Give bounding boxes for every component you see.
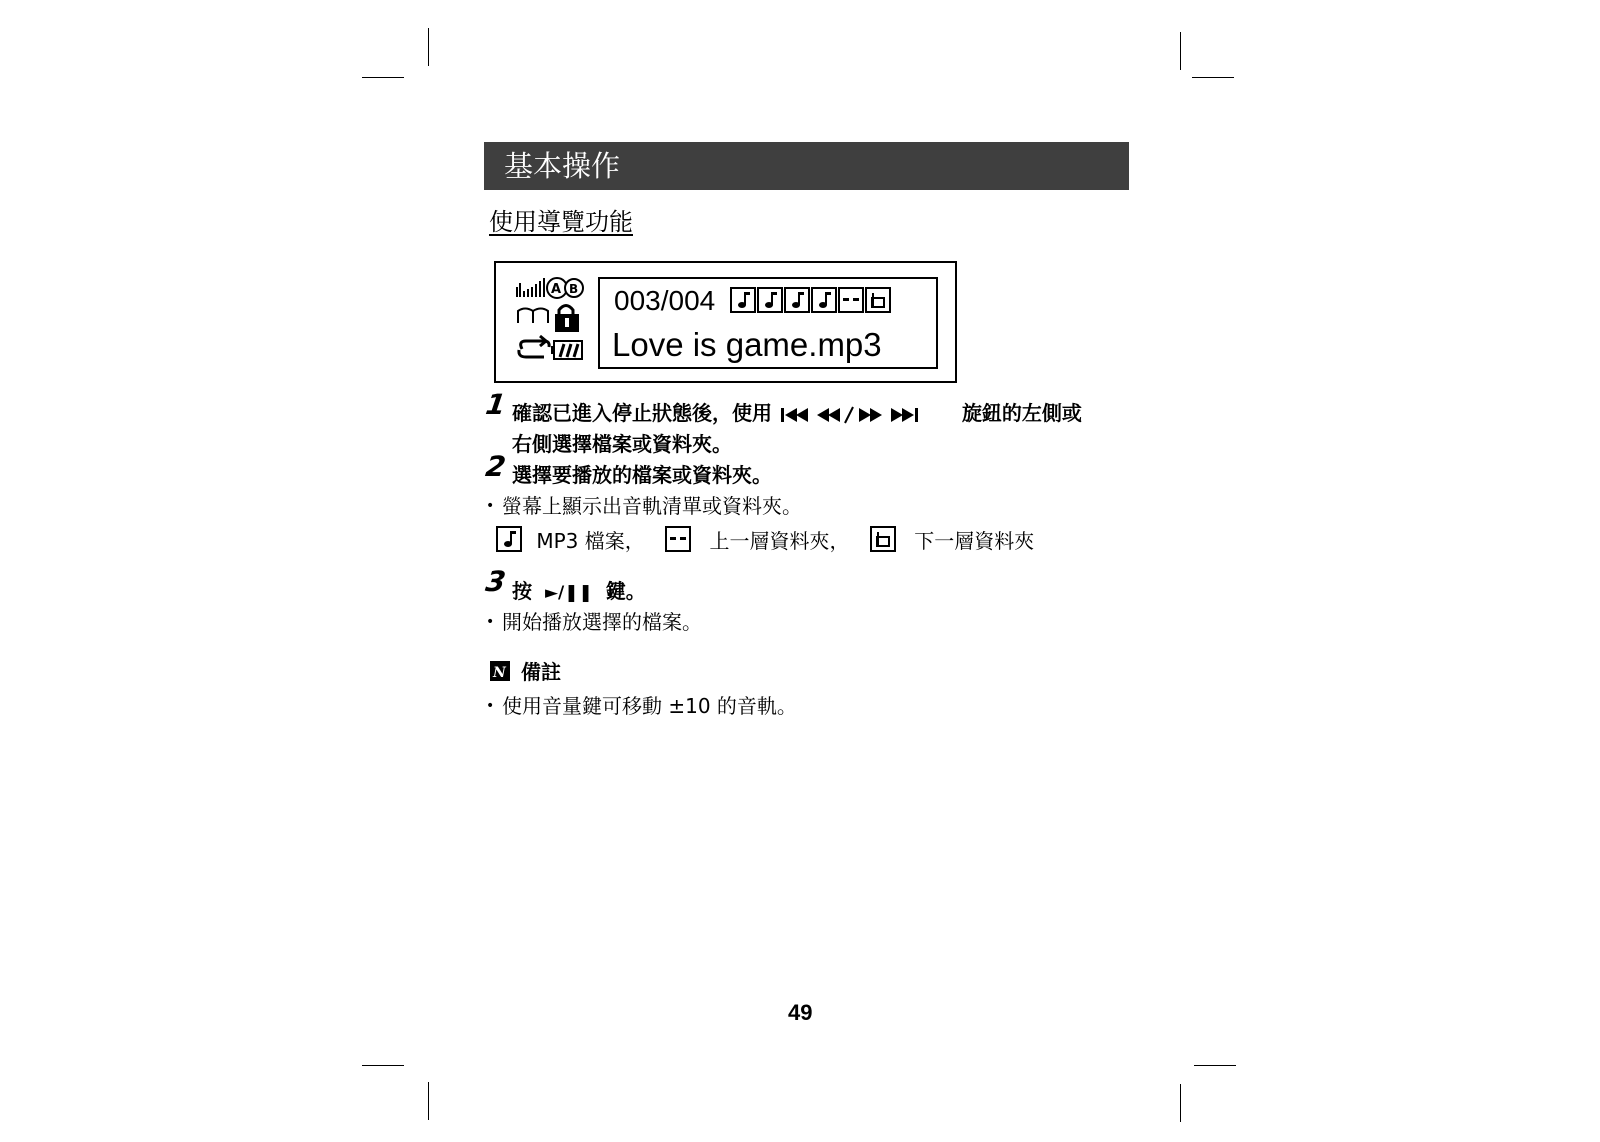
parent-folder-icon: [665, 526, 691, 552]
step-2-text: 選擇要播放的檔案或資料夾。: [512, 463, 772, 487]
step-3-text-a: 按: [512, 579, 532, 603]
page-number: 49: [788, 1000, 813, 1025]
svg-text:N: N: [493, 665, 506, 681]
crop-mark: [1180, 32, 1181, 70]
step-3-number: 3: [483, 565, 508, 598]
step-2-number: 2: [483, 450, 508, 483]
crop-mark: [362, 77, 404, 78]
legend-mp3-text: MP3 檔案，: [536, 529, 645, 553]
note-title: 備註: [520, 660, 561, 684]
step-1-text-a: 確認已進入停止狀態後，使用: [512, 401, 772, 425]
music-file-icon: [496, 526, 522, 552]
crop-mark: [1192, 77, 1234, 78]
crop-mark: [428, 28, 429, 66]
step-1-text: [512, 397, 1082, 426]
crop-mark: [362, 1065, 404, 1066]
step-1-text-b: 旋鈕的左側或: [961, 401, 1082, 425]
step-2-bullet: • 螢幕上顯示出音軌清單或資料夾。: [486, 494, 802, 518]
file-type-legend: [496, 525, 1034, 554]
crop-mark: [428, 1082, 429, 1120]
ab-repeat-icon: [547, 278, 583, 298]
repeat-icon: [519, 336, 549, 357]
svg-text:A: A: [551, 282, 562, 297]
note-icon: [490, 661, 510, 681]
step-2-bullet-text: 螢幕上顯示出音軌清單或資料夾。: [502, 494, 802, 518]
crop-mark: [1180, 1084, 1181, 1122]
sub-folder-icon: [870, 526, 896, 552]
step-3-text: [512, 575, 646, 604]
step-1-number: 1: [483, 388, 508, 421]
music-file-icon: [730, 287, 756, 313]
lcd-screen: [598, 277, 938, 369]
book-icon: [518, 309, 548, 324]
lock-icon: [555, 306, 579, 333]
track-filename: Love is game.mp3: [612, 326, 882, 363]
signal-level-icon: [516, 278, 545, 297]
step-3-bullet: • 開始播放選擇的檔案。: [486, 610, 702, 634]
note-bullet: • 使用音量鍵可移動 ±10 的音軌。: [486, 694, 797, 718]
lcd-status-icons: [516, 277, 584, 367]
legend-up-text: 上一層資料夾，: [709, 529, 850, 553]
legend-down-text: 下一層資料夾: [914, 529, 1035, 553]
subheading: 使用導覽功能: [489, 208, 633, 236]
music-file-icon: [757, 287, 783, 313]
svg-text:B: B: [569, 282, 579, 296]
play-pause-icon: ►/❚❚: [544, 583, 593, 603]
file-type-row: [730, 287, 892, 313]
music-file-icon: [784, 287, 810, 313]
step-3-bullet-text: 開始播放選擇的檔案。: [502, 610, 702, 634]
note-heading: [490, 656, 561, 685]
music-file-icon: [811, 287, 837, 313]
skip-back-forward-icon: [779, 405, 955, 425]
step-3-text-b: 鍵。: [605, 579, 646, 603]
step-1-text-c: 右側選擇檔案或資料夾。: [512, 432, 732, 456]
lcd-display: [494, 261, 957, 383]
crop-mark: [1194, 1065, 1236, 1066]
track-counter: 003/004: [614, 285, 716, 316]
battery-icon: [551, 341, 582, 359]
parent-folder-icon: [838, 287, 864, 313]
note-text: 使用音量鍵可移動 ±10 的音軌。: [502, 694, 797, 718]
section-header: 基本操作: [484, 142, 1129, 190]
sub-folder-icon: [865, 287, 891, 313]
